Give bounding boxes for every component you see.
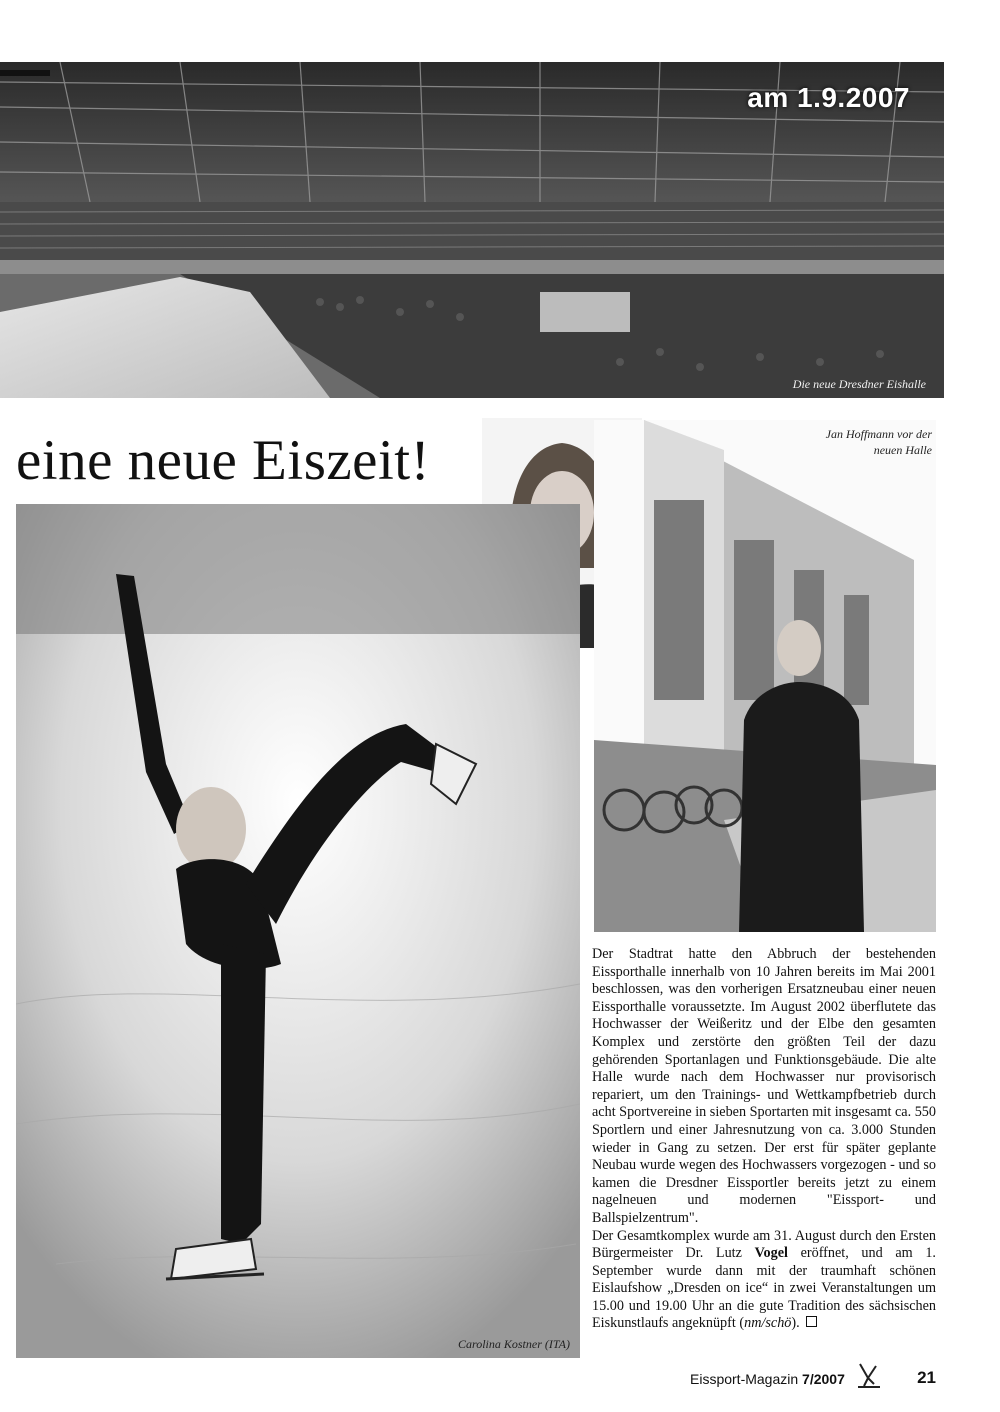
article-author-initials: nm/schö [744,1315,792,1332]
building-photo [594,420,936,932]
building-caption-line1: Jan Hoffmann vor der [825,427,932,441]
article-name-vogel: Vogel [754,1245,788,1262]
skater-caption: Carolina Kostner (ITA) [457,1337,570,1351]
footer-magazine-name: Eissport-Magazin [690,1371,803,1387]
footer-magazine [690,1371,845,1387]
page-number: 21 [917,1368,936,1387]
article-paragraph-2-start: Der Gesamtkomplex wurde am 31. August durch den Ersten Bürgermeister Dr. Lutz [592,1227,936,1262]
headline: eine neue Eiszeit! [16,429,431,492]
article-paragraph-1: Der Stadtrat hatte den Abbruch der bestehenden Eissporthalle innerhalb von 10 Jahren bereits im Mai 2001 beschlossen, was den vorherigen Ersatzneubau einer neuen Eissporthalle voraussetzte. Im August 2002 überflutete das Hochwasser der Weißeritz und der Elbe den gesamten Komplex und zerstörte den größten Teil der dazu gehörenden Sportanlagen und Funktionsgebäude. Die alte Halle wurde nach dem Hochwasser nur provisorisch repariert, um den Trainings- und Wettkampfbetrieb durch acht Sportvereine in sieben Sportarten mit insgesamt ca. 550 Sportlern und einer Jahresnutzung von ca. 3.000 Stunden wieder in Gang zu setzen. Der erst für später geplante Neubau wurde wegen des Hochwassers vorgezogen - und so kamen die Dresdner Eissportler bereits jetzt zu einem nagelneuen und modernen "Eissport- und Ballspielzentrum". [592,946,936,1226]
building-caption-line2: neuen Halle [873,443,932,457]
arena-photo [0,62,944,398]
arena-photo-caption: Die neue Dresdner Eishalle [792,377,926,391]
article-paragraph-2 [592,1228,936,1334]
footer-issue: 7/2007 [802,1371,845,1387]
skater-logo-icon [854,1360,884,1390]
page-footer [690,1368,940,1394]
skater-photo [16,504,580,1358]
end-of-article-mark [806,1316,817,1327]
article-body [592,946,936,1333]
article-paragraph-2-middle: eröffnet, und am 1. September wurde dann mit der traumhaft schönen Eislaufshow „Dresden on ice“ in zwei Veranstaltungen um 15.00 und 19.00 Uhr an die gute Tradition des sächsischen Eiskunstlaufs angeknüpft ( [592,1245,936,1332]
hall-date-overlay: am 1.9.2007 [747,82,910,113]
article-paragraph-2-end: ). [791,1315,800,1332]
